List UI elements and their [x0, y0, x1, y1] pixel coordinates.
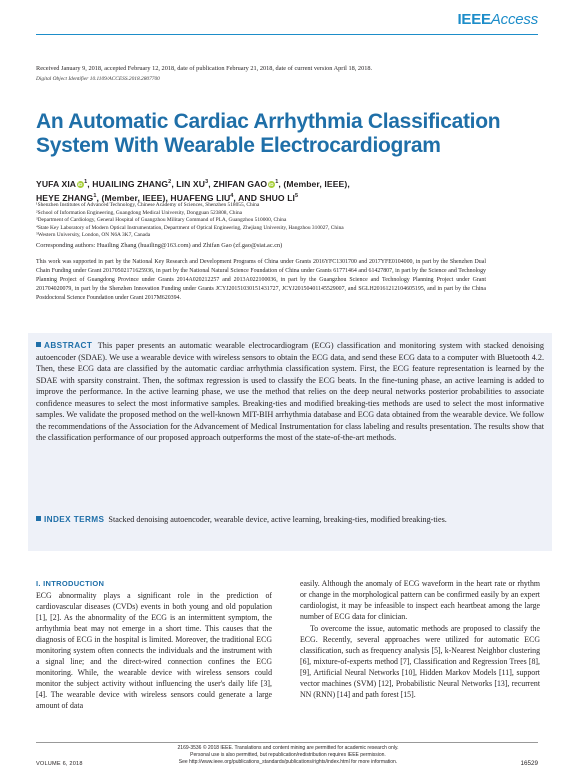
- body-column-right: [300, 578, 540, 700]
- index-terms-text: Stacked denoising autoencoder, wearable device, active learning, breaking-ties, modified breaking-ties.: [108, 515, 447, 524]
- orcid-icon[interactable]: iD: [77, 181, 83, 187]
- license-link[interactable]: See http://www.ieee.org/publications_standards/publications/rights/index.html for more information.: [178, 759, 398, 766]
- author-line-1: [36, 176, 546, 190]
- affiliation-marker: 4: [230, 192, 234, 199]
- affiliation-item: ⁴State Key Laboratory of Modern Optical Instrumentation, Department of Optical Engineering, Zhejiang University, Hangzhou 310027, China: [36, 224, 344, 231]
- index-terms-label: INDEX TERMS: [44, 515, 105, 524]
- body-paragraph: To overcome the issue, automatic methods are proposed to classify the ECG. Recently, several approaches were utilized for automatic ECG classification, such as frequency analysis [5], k-Nearest Neighbor clustering [6], mixture-of-experts method [7], Classification and Regression Trees [8], [9], Artificial Neural Networks [10], Hidden Markov Models [11], support vector machines (SVM) [12], Probabilistic Neural Networks [13], recurrent NN (RNN) [14] and path forest [15].: [300, 624, 540, 699]
- orcid-icon[interactable]: iD: [268, 181, 274, 187]
- author-name: HEYE ZHANG: [36, 192, 94, 203]
- license-line: 2169-3536 © 2018 IEEE. Translations and content mining are permitted for academic research only.: [177, 745, 399, 751]
- abstract-label: ABSTRACT: [44, 341, 93, 350]
- affiliation-item: ⁵Western University, London, ON N6A 3K7, Canada: [36, 232, 151, 239]
- body-column-left: [36, 578, 272, 711]
- volume-label: VOLUME 6, 2018: [36, 761, 83, 767]
- body-paragraph: ECG abnormality plays a significant role in the prediction of cardiovascular diseases (CVDs) events in both young and old population [1], [2]. As the abnormality of the ECG is an intermittent symptom, the arrhythmia beat may not emerge in a short time. This causes that the diagnosis of ECG in the hospital is limited. Moreover, the traditional ECG monitoring system often connects the individuals and the instrument with a signal line; and the direct-wired connection confines the ECG monitoring. While, the wearable device with wireless sensors could monitor the subject activity without influencing the user's daily life [3], [4]. The wearable device with wireless sensors could generate a large amount of data: [36, 591, 272, 710]
- affiliation-marker: 2: [168, 179, 172, 185]
- journal-logo: [457, 11, 538, 28]
- license-line: Personal use is also permitted, but republication/redistribution requires IEEE permission.: [190, 752, 386, 759]
- page-number: 16529: [520, 760, 538, 767]
- logo-access: Access: [490, 11, 538, 28]
- funding-statement: This work was supported in part by the National Key Research and Development Programs of China under Grants 2016YFC1301700 and 2017YFE0104000, in part by the Shenzhen Dual Chain Funding under Grant 20170502171625936, in part by the National Natural Science Foundation of China under Grants 61771464 and 61427807, in part by the Science and Technology Planning Project of Guangdong Province under Grants 2014A020212257 and 2013A022100036, in part by the Guangzhou Science and Technology Planning Project under Grant 201704020079, in part by the Shenzhen Innovation Funding under Grants JCYJ20151030151431727, JCYJ20150401145529007, and SGLH20161212104605195, and in part by the China Postdoctoral Science Foundation under Grant 2017M620394.: [36, 259, 486, 301]
- body-paragraph: easily. Although the anomaly of ECG waveform in the heart rate or rhythm or change in the morphological pattern can be confirmed easily by an expert cardiologist, it may be infeasible to inspect each heartbeat among the large number of ECG data for clinician.: [300, 579, 540, 621]
- affiliation-marker: 3: [205, 179, 209, 185]
- author-name: , (Member, IEEE), HUAFENG LIU: [96, 192, 231, 203]
- paper-title: An Automatic Cardiac Arrhythmia Classification System With Wearable Electrocardiogram: [36, 110, 501, 157]
- affiliation-item: ³Department of Cardiology, General Hospital of Guangzhou Military Command of PLA, Guangzhou 510000, China: [36, 217, 287, 224]
- author-name: , LIN XU: [171, 178, 206, 189]
- affiliation-list: [36, 202, 546, 240]
- section-marker-icon: [36, 342, 41, 347]
- author-name: , ZHIFAN GAO: [208, 178, 268, 189]
- doi-line: Digital Object Identifier 10.1109/ACCESS.2018.2807700: [36, 76, 160, 82]
- author-list: [36, 176, 546, 204]
- affiliation-marker: 1: [93, 192, 97, 199]
- section-heading: I. INTRODUCTION: [36, 579, 105, 588]
- header-rule: [36, 34, 538, 35]
- affiliation-marker: 1: [275, 179, 279, 185]
- member-note: , (Member, IEEE),: [278, 178, 350, 189]
- index-terms: [36, 514, 544, 526]
- footer-rule: [36, 742, 538, 743]
- affiliation-item: ¹Shenzhen Institutes of Advanced Technology, Chinese Academy of Sciences, Shenzhen 518055, China: [36, 202, 260, 208]
- author-name: YUFA XIA: [36, 178, 77, 189]
- author-name: , AND SHUO LI: [233, 192, 296, 203]
- license-notice: [150, 745, 426, 767]
- logo-ieee: IEEE: [457, 11, 491, 28]
- affiliation-marker: 1: [84, 179, 88, 185]
- section-marker-icon: [36, 516, 41, 521]
- corresponding-authors: Corresponding authors: Huailing Zhang (huailing@163.com) and Zhifan Gao (zf.gao@siat.ac.cn): [36, 242, 283, 249]
- received-dates: Received January 9, 2018, accepted February 12, 2018, date of publication February 21, 2018, date of current version April 18, 2018.: [36, 65, 373, 72]
- affiliation-item: ²School of Information Engineering, Guangdong Medical University, Dongguan 523808, China: [36, 209, 243, 216]
- abstract: [36, 340, 544, 444]
- affiliation-marker: 5: [295, 192, 299, 199]
- author-name: , HUAILING ZHANG: [87, 178, 169, 189]
- abstract-text: This paper presents an automatic wearable electrocardiogram (ECG) classification and monitoring system with stacked denoising autoencoder (SDAE). We use a wearable device with wireless sensors to obtain the ECG data, and send these ECG data to a computer with Bluetooth 4.2. Then, these ECG data are classified by the automatic cardiac arrhythmia classification system. First, the ECG feature representation is learned by the SDAE with sparsity constraint. Then, the softmax regression is used to classify the ECG beats. In the fine-tuning phase, an active learning is added to improve the performance. In the active learning phase, we use the method that relies on the deep neural networks posterior probabilities to associate confidence measures to select the most informative samples. Breaking-ties and modified breaking-ties methods are used to select the most informative samples. We validate the proposed method on the well-known MIT-BIH arrhythmia database and ECG data obtained from the wearable device. We follow the recommendations of the Association for the Advancement of Medical Instrumentation for class labeling and results presentation. The results show that the classification performance of our proposed approach outperforms the most of the state-of-the-art methods.: [36, 341, 544, 442]
